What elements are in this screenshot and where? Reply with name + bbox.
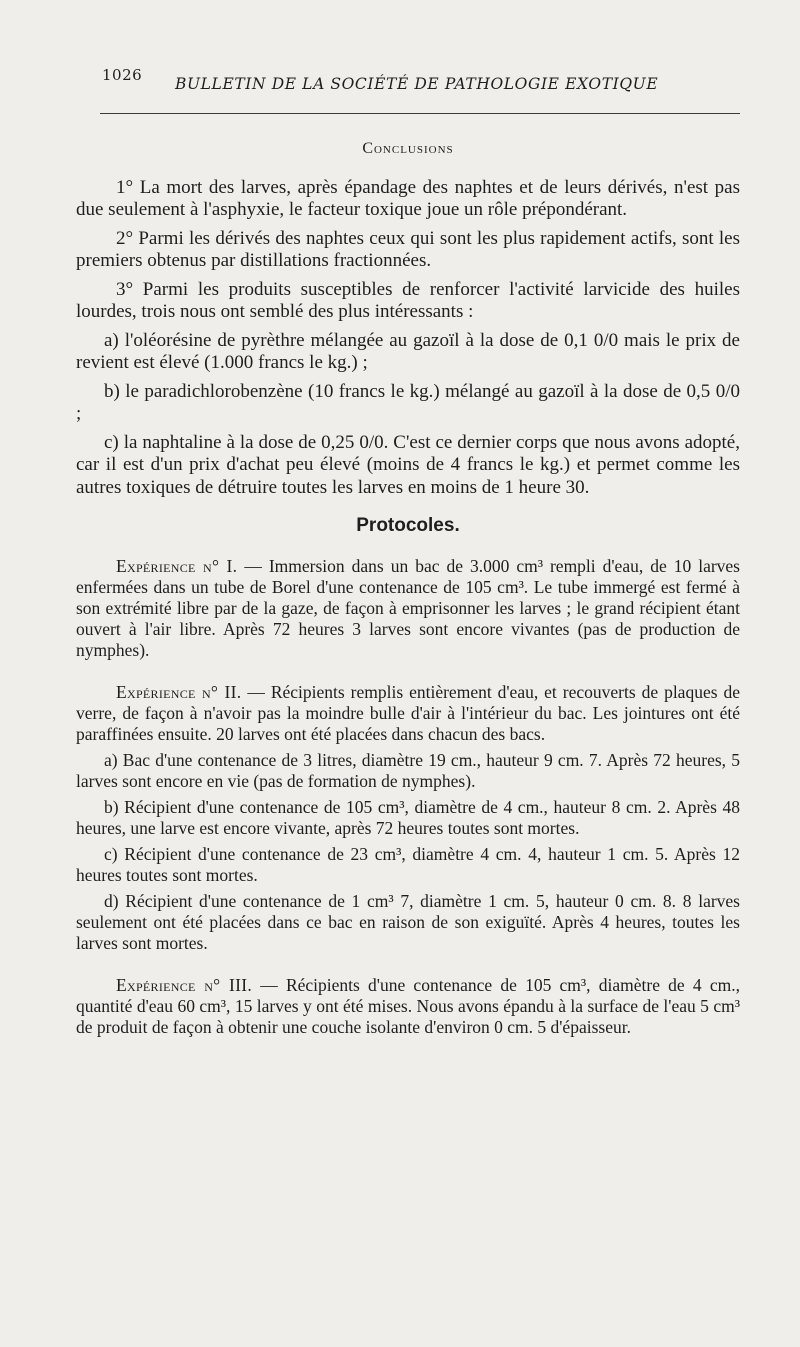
experiment-1 (76, 556, 740, 661)
experiment-2b: b) Récipient d'une contenance de 105 cm³, diamètre de 4 cm., hauteur 8 cm. 2. Après 48 heures, une larve est encore vivante, après 72 heures toutes sont mortes. (76, 796, 740, 838)
spacer (76, 666, 740, 682)
conclusion-3c: c) la naphtaline à la dose de 0,25 0/0. C'est ce dernier corps que nous avons adopté, car il est d'un prix d'achat peu élevé (moins de 4 francs le kg.) et permet comme les autres toxiques de détruire toutes les larves en moins de 1 heure 30. (76, 431, 740, 498)
experiment-1-label: Expérience n° I. (116, 555, 238, 576)
experiment-2 (76, 682, 740, 745)
header-rule (100, 113, 740, 114)
body-text (76, 138, 740, 1043)
page-number: 1026 (102, 66, 143, 84)
conclusions-heading: Conclusions (362, 140, 454, 157)
running-head: BULLETIN DE LA SOCIÉTÉ DE PATHOLOGIE EXOTIQUE (175, 75, 659, 93)
conclusion-3: 3° Parmi les produits susceptibles de renforcer l'activité larvicide des huiles lourdes, trois nous ont semblé des plus intéressants : (76, 278, 740, 322)
spacer (76, 959, 740, 975)
conclusion-1: 1° La mort des larves, après épandage des naphtes et de leurs dérivés, n'est pas due seulement à l'asphyxie, le facteur toxique joue un rôle prépondérant. (76, 176, 740, 220)
experiment-3-label: Expérience n° III. (116, 974, 253, 995)
conclusion-2: 2° Parmi les dérivés des naphtes ceux qui sont les plus rapidement actifs, sont les premiers obtenus par distillations fractionnées. (76, 227, 740, 271)
protocoles-heading: Protocoles. (356, 515, 460, 536)
experiment-2d: d) Récipient d'une contenance de 1 cm³ 7, diamètre 1 cm. 5, hauteur 0 cm. 8. 8 larves seulement ont été placées dans ce bac en raison de son exiguïté. Après 4 heures, toutes les larves sont mortes. (76, 890, 740, 953)
experiment-3-text: — Récipients d'une contenance de 105 cm³, diamètre de 4 cm., quantité d'eau 60 cm³, 15 larves y ont été mises. Nous avons épandu à la surface de l'eau 5 cm³ de produit de façon à obtenir une couche isolante d'environ 0 cm. 5 d'épaisseur. (76, 974, 740, 1037)
experiment-3 (76, 975, 740, 1038)
experiment-1-text: — Immersion dans un bac de 3.000 cm³ rempli d'eau, de 10 larves enfermées dans un tube de Borel d'une contenance de 105 cm³. Le tube immergé est fermé à son extrémité libre par de la gaze, de façon à emprisonner les larves ; le grand récipient étant ouvert à l'air libre. Après 72 heures 3 larves sont encore vivantes (pas de production de nymphes). (76, 555, 740, 660)
experiment-2-text: — Récipients remplis entièrement d'eau, et recouverts de plaques de verre, de façon à n'avoir pas la moindre bulle d'air à l'intérieur du bac. Les jointures ont été paraffinées ensuite. 20 larves ont été placées dans chacun des bacs. (76, 681, 740, 744)
experiment-2c: c) Récipient d'une contenance de 23 cm³, diamètre 4 cm. 4, hauteur 1 cm. 5. Après 12 heures toutes sont mortes. (76, 843, 740, 885)
conclusion-3a: a) l'oléorésine de pyrèthre mélangée au gazoïl à la dose de 0,1 0/0 mais le prix de revient est élevé (1.000 francs le kg.) ; (76, 329, 740, 373)
experiment-2-label: Expérience n° II. (116, 681, 242, 702)
conclusion-3b: b) le paradichlorobenzène (10 francs le kg.) mélangé au gazoïl à la dose de 0,5 0/0 ; (76, 380, 740, 424)
experiment-2a: a) Bac d'une contenance de 3 litres, diamètre 19 cm., hauteur 9 cm. 7. Après 72 heures, 5 larves sont encore en vie (pas de formation de nymphes). (76, 749, 740, 791)
